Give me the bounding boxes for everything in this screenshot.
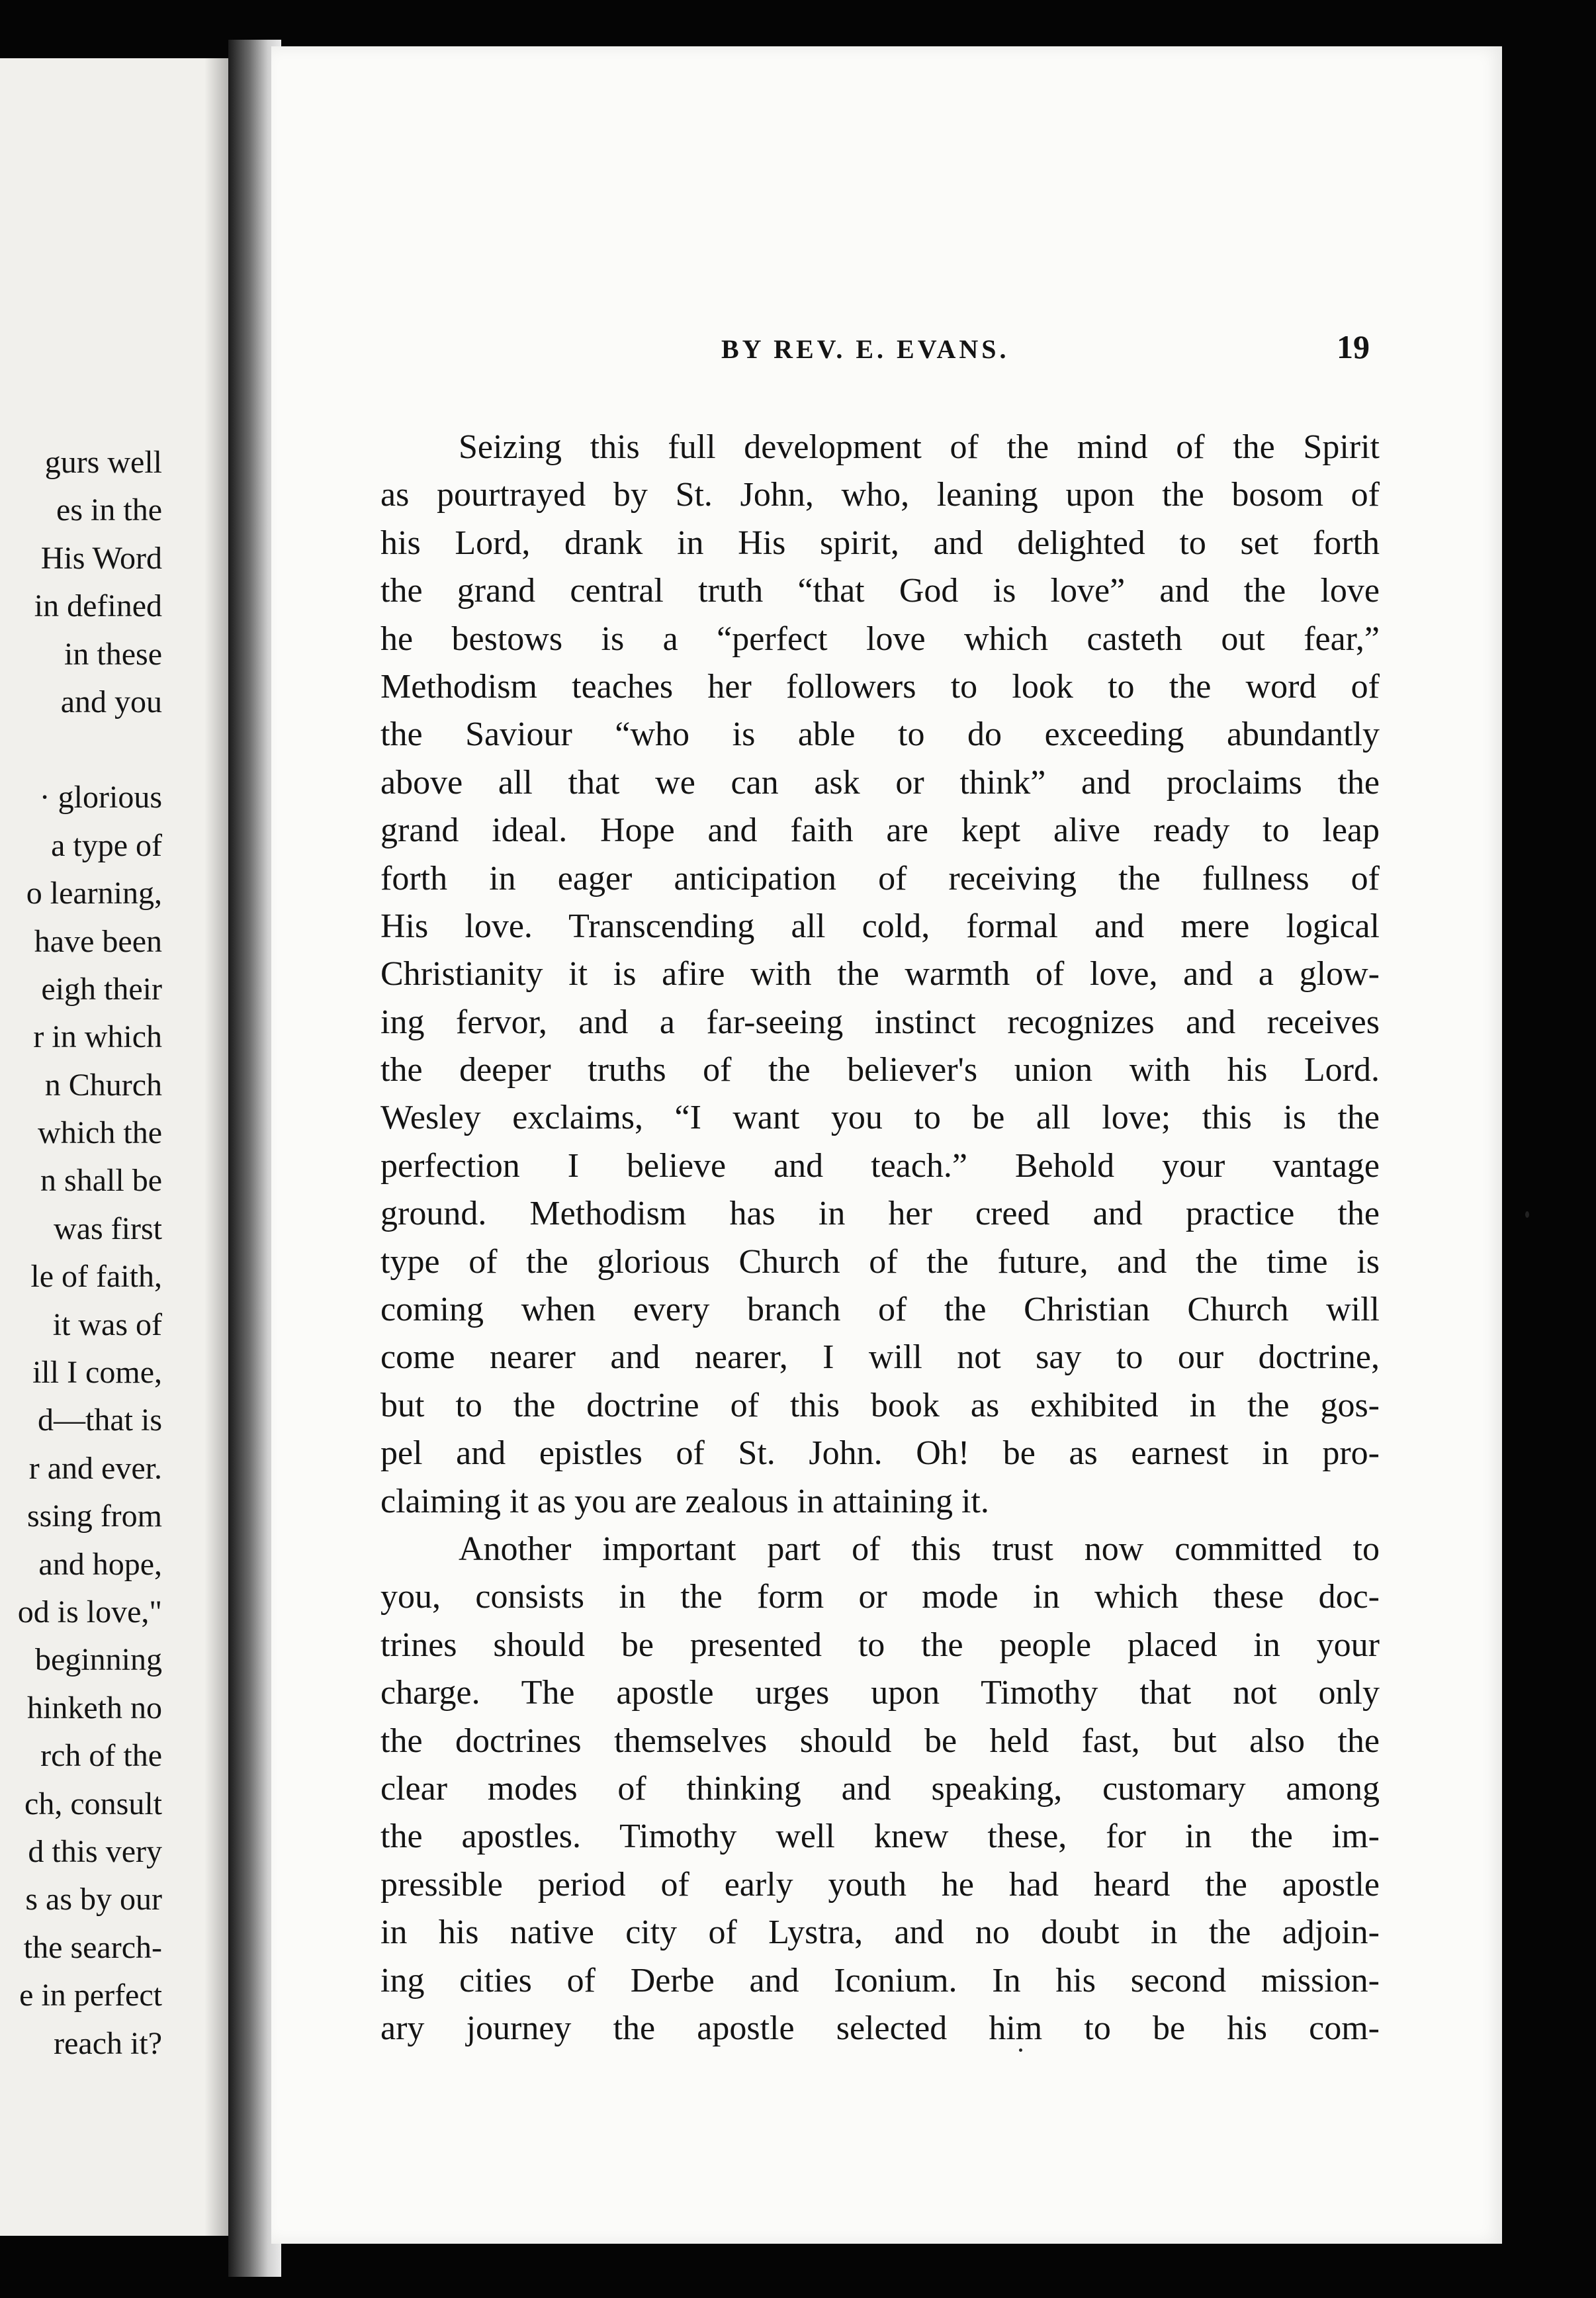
text-line: you, consists in the form or mode in which these doc-	[380, 1578, 1380, 1616]
text-line: Christianity it is afire with the warmth of love, and a glow-	[380, 955, 1380, 993]
text-line: pel and epistles of St. John. Oh! be as earnest in pro-	[380, 1434, 1380, 1473]
left-line: was first	[54, 1211, 162, 1246]
text-line: coming when every branch of the Christian Church will	[380, 1291, 1380, 1329]
left-line: it was of	[52, 1307, 162, 1342]
text-line: he bestows is a “perfect love which casteth out fear,”	[380, 620, 1380, 658]
scan-speck	[1525, 1211, 1529, 1218]
left-line: beginning	[35, 1642, 162, 1678]
left-line: rch of the	[40, 1738, 162, 1774]
left-page-text	[0, 439, 162, 2068]
left-line: r in which	[33, 1019, 162, 1055]
text-line: the grand central truth “that God is love” and the love	[380, 572, 1380, 610]
left-line: n Church	[44, 1067, 162, 1103]
text-line: ing fervor, and a far-seeing instinct recognizes and receives	[380, 1003, 1380, 1041]
page-body-text	[380, 424, 1380, 2052]
left-line: ssing from	[27, 1498, 162, 1534]
text-line: clear modes of thinking and speaking, customary among	[380, 1769, 1380, 1808]
text-line: His love. Transcending all cold, formal and mere logical	[380, 907, 1380, 945]
text-line: the Saviour “who is able to do exceeding abundantly	[380, 715, 1380, 754]
left-line: e in perfect	[19, 1978, 162, 2013]
text-line: the doctrines themselves should be held fast, but also the	[380, 1722, 1380, 1760]
left-line: n shall be	[40, 1163, 162, 1199]
text-line: charge. The apostle urges upon Timothy that not only	[380, 1674, 1380, 1712]
text-line: pressible period of early youth he had heard the apostle	[380, 1865, 1380, 1904]
text-line: forth in eager anticipation of receiving the fullness of	[380, 859, 1380, 897]
text-line: his Lord, drank in His spirit, and delighted to set forth	[380, 524, 1380, 562]
text-line: ground. Methodism has in her creed and practice the	[380, 1195, 1380, 1233]
left-line: hinketh no	[27, 1690, 162, 1725]
left-line: d—that is	[38, 1402, 162, 1438]
scan-speck	[1019, 2048, 1022, 2052]
left-facing-page	[0, 58, 228, 2236]
left-line: eigh their	[41, 971, 162, 1007]
text-line: Seizing this full development of the mind of the Spirit	[459, 428, 1380, 466]
text-line: in his native city of Lystra, and no doubt in the adjoin-	[380, 1913, 1380, 1952]
left-line-gap	[0, 726, 162, 774]
text-line: the apostles. Timothy well knew these, for in the im-	[380, 1817, 1380, 1856]
left-line: s as by our	[25, 1882, 162, 1917]
left-line: which the	[38, 1115, 162, 1151]
text-line: Another important part of this trust now committed to	[459, 1530, 1380, 1568]
text-line: but to the doctrine of this book as exhibited in the gos-	[380, 1386, 1380, 1424]
text-line: above all that we can ask or think” and proclaims the	[380, 763, 1380, 802]
text-line: as pourtrayed by St. John, who, leaning upon the bosom of	[380, 476, 1380, 514]
left-line: have been	[34, 923, 162, 959]
text-line: type of the glorious Church of the future, and the time is	[380, 1242, 1380, 1281]
left-line: o learning,	[26, 876, 162, 911]
left-line: · glorious	[39, 780, 162, 815]
right-page	[271, 46, 1502, 2244]
left-line: od is love,"	[17, 1594, 162, 1630]
text-line: ary journey the apostle selected him to be his com-	[380, 2009, 1380, 2047]
left-line: r and ever.	[28, 1450, 162, 1486]
left-line: in these	[64, 636, 162, 672]
text-line: come nearer and nearer, I will not say to our doctrine,	[380, 1338, 1380, 1377]
left-line: His Word	[40, 540, 162, 576]
left-line: reach it?	[54, 2025, 162, 2061]
text-line: grand ideal. Hope and faith are kept alive ready to leap	[380, 811, 1380, 850]
left-line: and hope,	[38, 1546, 162, 1582]
text-line: claiming it as you are zealous in attaining it.	[380, 1482, 989, 1520]
left-line: gurs well	[44, 445, 162, 480]
left-line: es in the	[56, 492, 162, 528]
left-line: in defined	[34, 588, 162, 624]
text-line: perfection I believe and teach.” Behold your vantage	[380, 1146, 1380, 1185]
gutter-shadow	[204, 58, 228, 2236]
text-line: ing cities of Derbe and Iconium. In his second mission-	[380, 1961, 1380, 1999]
left-line: d this very	[28, 1833, 162, 1869]
left-line: and you	[60, 684, 162, 719]
text-line: Wesley exclaims, “I want you to be all love; this is the	[380, 1099, 1380, 1137]
text-line: the deeper truths of the believer's union with his Lord.	[380, 1051, 1380, 1089]
left-line: le of faith,	[30, 1259, 162, 1295]
text-line: trines should be presented to the people placed in your	[380, 1626, 1380, 1664]
running-head: BY REV. E. EVANS.	[721, 334, 1010, 364]
page-number: 19	[1337, 328, 1370, 365]
left-line: a type of	[51, 827, 162, 863]
text-line: Methodism teaches her followers to look to the word of	[380, 667, 1380, 706]
left-line: ill I come,	[32, 1355, 162, 1391]
left-line: ch, consult	[24, 1786, 162, 1821]
left-line: the search-	[23, 1929, 162, 1965]
